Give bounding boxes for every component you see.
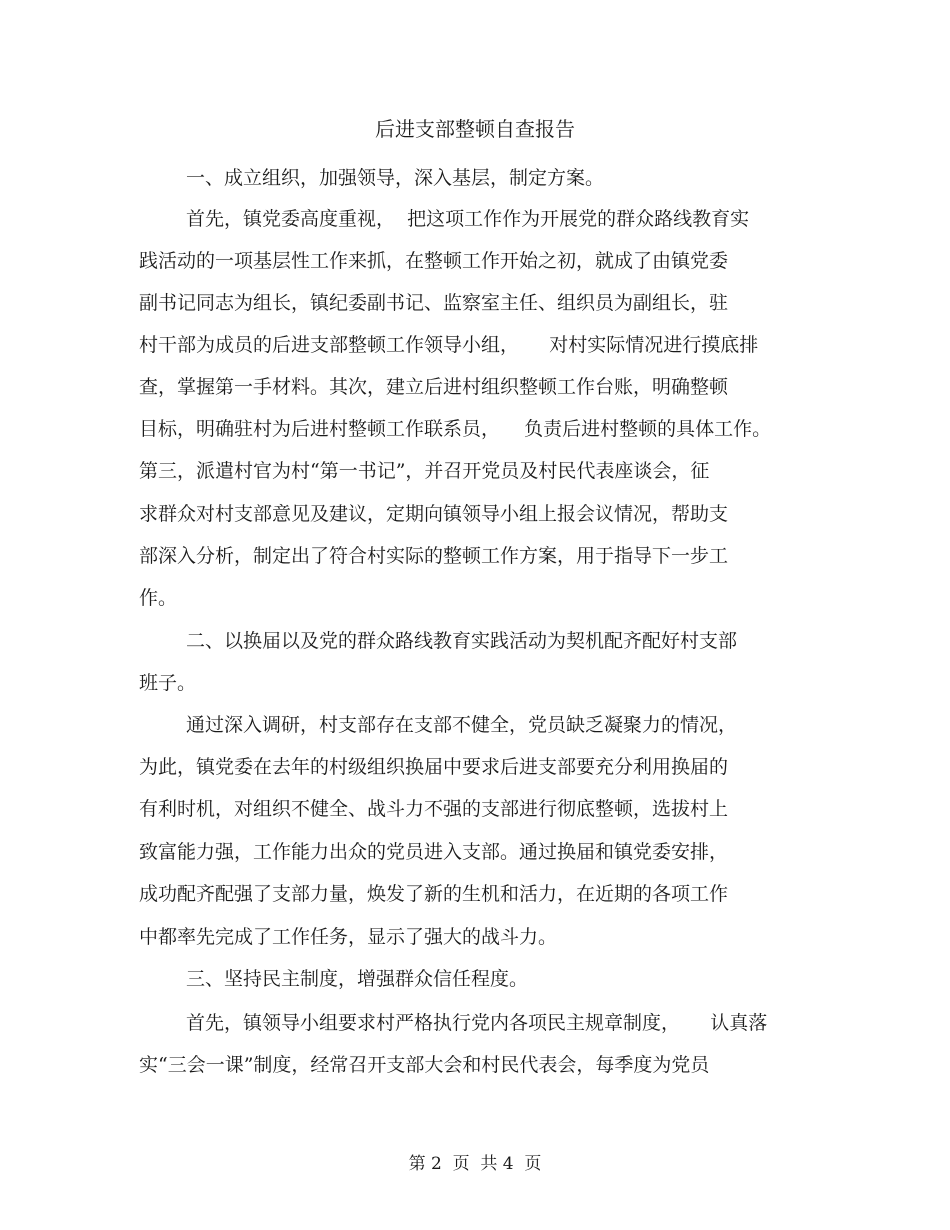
paragraph-line: 副书记同志为组长，镇纪委副书记、监察室主任、组织员为副组长，驻 <box>139 292 729 314</box>
paragraph-line: 中都率先完成了工作任务，显示了强大的战斗力。 <box>139 926 558 948</box>
section-heading-3: 三、坚持民主制度，增强群众信任程度。 <box>186 968 529 990</box>
paragraph-line: 通过深入调研，村支部存在支部不健全，党员缺乏凝聚力的情况， <box>186 714 738 736</box>
document-title: 后进支部整顿自查报告 <box>375 117 575 141</box>
paragraph-line: 查，掌握第一手材料。其次，建立后进村组织整顿工作台账，明确整顿 <box>139 376 729 398</box>
paragraph-line: 村干部为成员的后进支部整顿工作领导小组， 对村实际情况进行摸底排 <box>139 334 759 356</box>
paragraph-line: 成功配齐配强了支部力量，焕发了新的生机和活力，在近期的各项工作 <box>139 883 729 905</box>
paragraph-line: 首先，镇党委高度重视， 把这项工作作为开展党的群众路线教育实 <box>186 208 750 230</box>
paragraph-line: 为此，镇党委在去年的村级组织换届中要求后进支部要充分利用换届的 <box>139 756 729 778</box>
paragraph-line: 作。 <box>139 587 178 609</box>
page-number: 第 2 页 共 4 页 <box>408 1154 542 1174</box>
paragraph-line: 首先，镇领导小组要求村严格执行党内各项民主规章制度， 认真落 <box>186 1012 768 1034</box>
paragraph-line: 目标，明确驻村为后进村整顿工作联系员， 负责后进村整顿的具体工作。 <box>139 418 772 440</box>
section-heading-1: 一、成立组织，加强领导，深入基层，制定方案。 <box>186 167 605 189</box>
paragraph-line: 求群众对村支部意见及建议，定期向镇领导小组上报会议情况，帮助支 <box>139 503 729 525</box>
paragraph-line: 第三，派遣村官为村“第一书记”，并召开党员及村民代表座谈会，征 <box>139 460 710 482</box>
paragraph-line: 致富能力强，工作能力出众的党员进入支部。通过换届和镇党委安排， <box>139 841 729 863</box>
paragraph-line: 部深入分析，制定出了符合村实际的整顿工作方案，用于指导下一步工 <box>139 545 729 567</box>
paragraph-line: 班子。 <box>139 672 197 694</box>
paragraph-line: 实“三会一课”制度，经常召开支部大会和村民代表会，每季度为党员 <box>139 1054 710 1076</box>
section-heading-2: 二、以换届以及党的群众路线教育实践活动为契机配齐配好村支部 <box>186 630 738 652</box>
paragraph-line: 践活动的一项基层性工作来抓，在整顿工作开始之初，就成了由镇党委 <box>139 250 729 272</box>
paragraph-line: 有利时机，对组织不健全、战斗力不强的支部进行彻底整顿，选拔村上 <box>139 798 729 820</box>
